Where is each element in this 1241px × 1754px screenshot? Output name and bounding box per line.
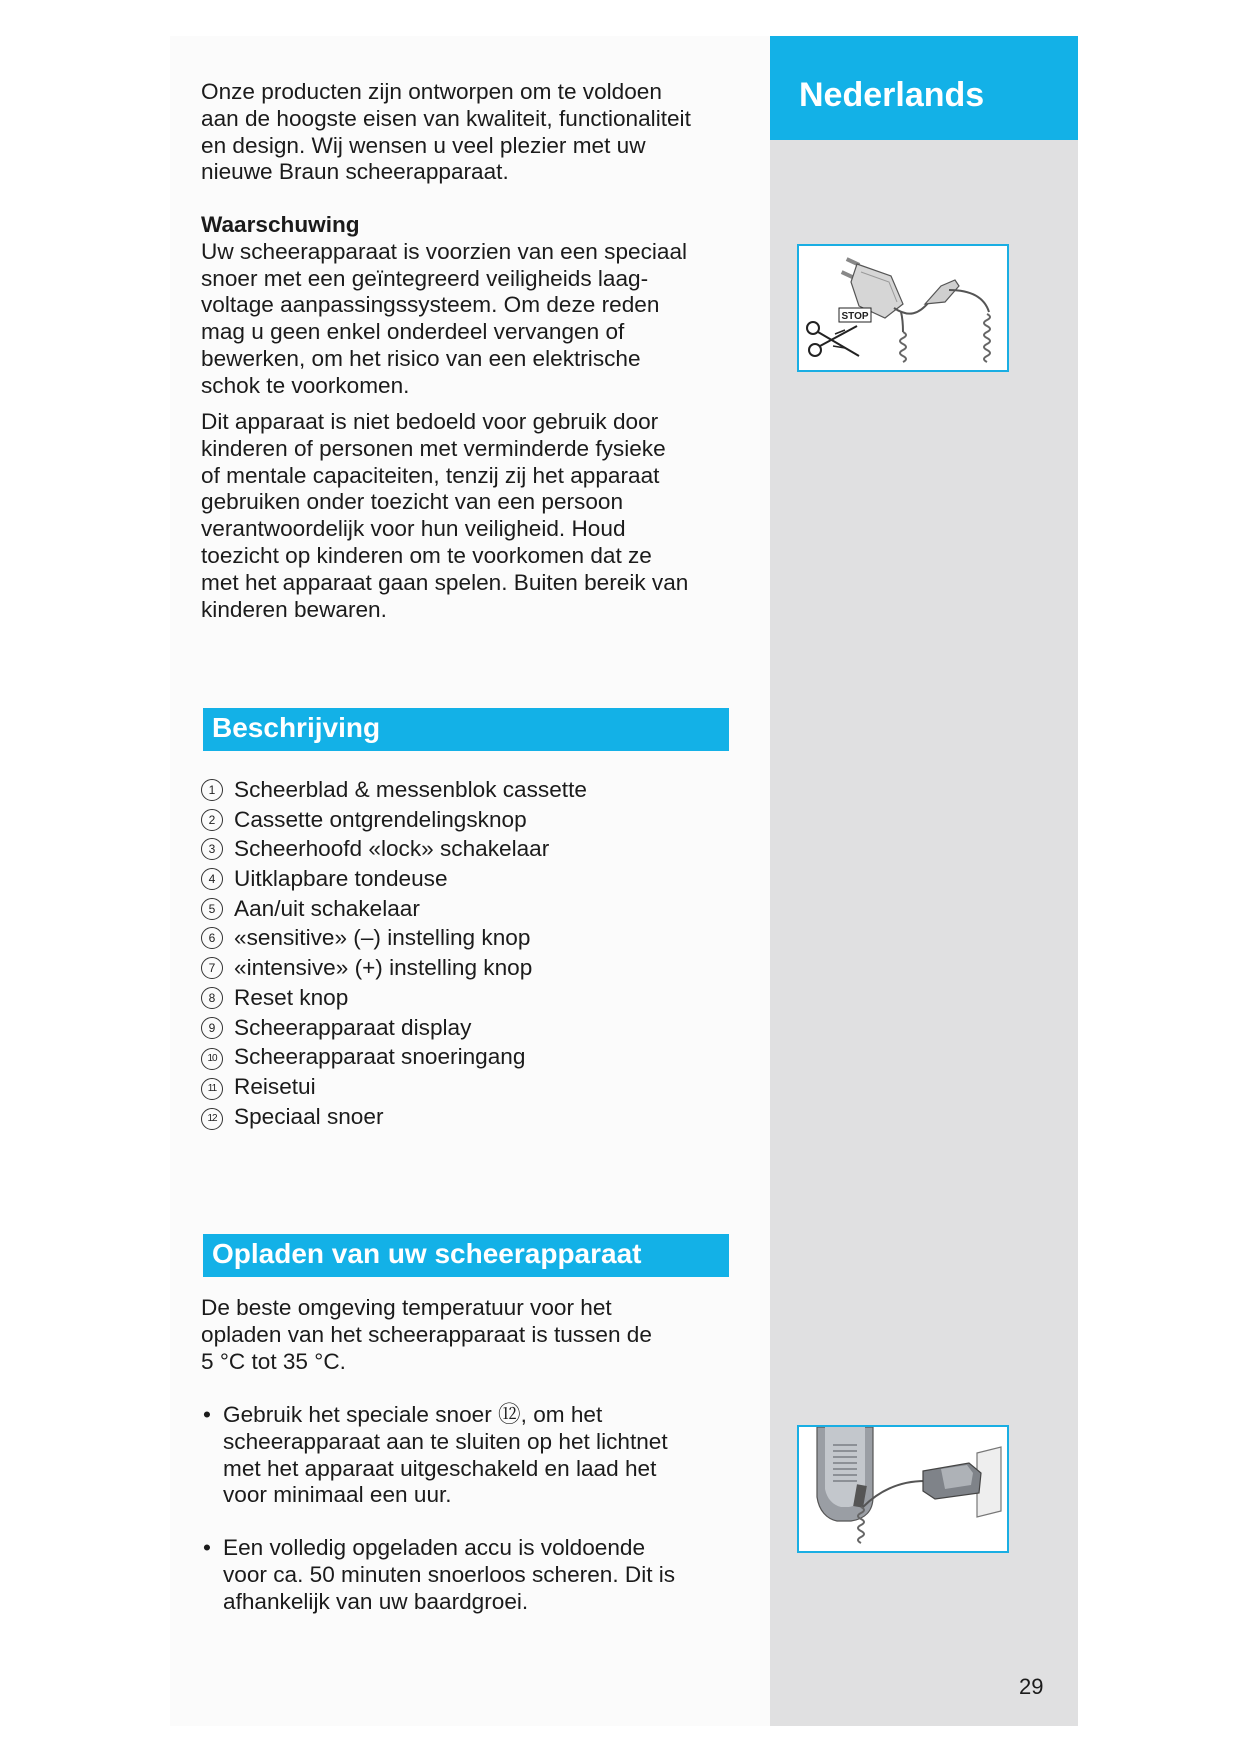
item-number: 10	[201, 1048, 223, 1070]
warning-heading: Waarschuwing	[201, 212, 360, 237]
warning-line: schok te voorkomen.	[201, 372, 410, 398]
safety-paragraph	[201, 409, 688, 623]
item-number: 2	[201, 809, 223, 831]
cord-warning-illustration	[797, 244, 1009, 372]
warning-line: snoer met een geïntegreerd veiligheids laag-	[201, 265, 649, 291]
page-number: 29	[1019, 1674, 1044, 1699]
bullet-line: voor minimaal een uur.	[223, 1482, 452, 1508]
charging-illustration	[797, 1425, 1009, 1553]
item-label: Reset knop	[234, 984, 349, 1010]
item-number: 5	[201, 898, 223, 920]
charging-line: opladen van het scheerapparaat is tussen de	[201, 1321, 652, 1347]
bullet-line: Een volledig opgeladen accu is voldoende	[223, 1535, 646, 1560]
item-number: 12	[201, 1108, 223, 1130]
list-item	[201, 865, 587, 895]
item-label: Scheerhoofd «lock» schakelaar	[234, 836, 550, 862]
list-item	[201, 924, 587, 954]
item-label: «intensive» (+) instelling knop	[234, 955, 533, 981]
item-label: Reisetui	[234, 1073, 316, 1099]
item-label: «sensitive» (–) instelling knop	[234, 925, 531, 951]
scissors-icon	[807, 322, 859, 356]
list-item	[201, 984, 587, 1014]
bullet-line: Gebruik het speciale snoer ⑫, om het	[223, 1402, 603, 1427]
parts-list	[201, 776, 587, 1132]
description-heading: Beschrijving	[203, 708, 729, 751]
item-number: 7	[201, 957, 223, 979]
intro-line: aan de hoogste eisen van kwaliteit, functionaliteit	[201, 105, 691, 131]
charging-paragraph	[201, 1295, 652, 1375]
list-item	[201, 1073, 587, 1103]
intro-line: Onze producten zijn ontworpen om te voldoen	[201, 79, 662, 104]
list-item	[201, 806, 587, 836]
safety-line: toezicht op kinderen om te voorkomen dat ze	[201, 542, 652, 568]
safety-line: gebruiken onder toezicht van een persoon	[201, 489, 624, 515]
stop-sign-label: STOP	[841, 311, 869, 322]
item-number: 4	[201, 868, 223, 890]
item-label: Scheerapparaat display	[234, 1014, 472, 1040]
list-item	[201, 1043, 587, 1073]
item-label: Aan/uit schakelaar	[234, 895, 420, 921]
item-number: 6	[201, 927, 223, 949]
item-label: Scheerapparaat snoeringang	[234, 1044, 526, 1070]
intro-paragraph	[201, 79, 691, 186]
charging-bullet-2	[203, 1535, 743, 1615]
safety-line: met het apparaat gaan spelen. Buiten bereik van	[201, 569, 689, 595]
item-number: 11	[201, 1078, 223, 1100]
bullet-line: met het apparaat uitgeschakeld en laad het	[223, 1455, 657, 1481]
safety-line: of mentale capaciteiten, tenzij zij het apparaat	[201, 462, 660, 488]
charging-line: 5 °C tot 35 °C.	[201, 1348, 346, 1374]
item-number: 3	[201, 838, 223, 860]
item-label: Scheerblad & messenblok cassette	[234, 777, 587, 802]
language-banner: Nederlands	[770, 36, 1078, 140]
warning-line: voltage aanpassingssysteem. Om deze reden	[201, 292, 660, 318]
list-item	[201, 895, 587, 925]
warning-section	[201, 212, 687, 400]
bullet-line: afhankelijk van uw baardgroei.	[223, 1588, 529, 1614]
bullet-dot: •	[203, 1535, 211, 1560]
warning-line: bewerken, om het risico van een elektrische	[201, 345, 641, 371]
list-item	[201, 954, 587, 984]
item-number: 1	[201, 779, 223, 801]
bullet-dot: •	[203, 1402, 211, 1427]
bullet-line: voor ca. 50 minuten snoerloos scheren. Dit is	[223, 1561, 676, 1587]
bullet-line: scheerapparaat aan te sluiten op het lichtnet	[223, 1428, 668, 1454]
list-item	[201, 835, 587, 865]
item-number: 9	[201, 1017, 223, 1039]
charging-heading: Opladen van uw scheerapparaat	[203, 1234, 729, 1277]
warning-line: Uw scheerapparaat is voorzien van een speciaal	[201, 238, 688, 264]
warning-line: mag u geen enkel onderdeel vervangen of	[201, 319, 625, 345]
item-label: Speciaal snoer	[234, 1103, 384, 1129]
plug-and-cord-icon	[799, 246, 1007, 370]
list-item	[201, 1014, 587, 1044]
intro-line: nieuwe Braun scheerapparaat.	[201, 159, 509, 185]
intro-line: en design. Wij wensen u veel plezier met uw	[201, 132, 646, 158]
list-item	[201, 776, 587, 806]
shaver-plugged-in-icon	[799, 1427, 1007, 1551]
list-item	[201, 1103, 587, 1133]
charging-bullet-1	[203, 1402, 743, 1509]
safety-line: verantwoordelijk voor hun veiligheid. Houd	[201, 516, 626, 542]
safety-line: kinderen of personen met verminderde fysieke	[201, 435, 666, 461]
charging-line: De beste omgeving temperatuur voor het	[201, 1295, 612, 1320]
safety-line: kinderen bewaren.	[201, 596, 387, 622]
safety-line: Dit apparaat is niet bedoeld voor gebruik door	[201, 409, 659, 434]
item-number: 8	[201, 987, 223, 1009]
item-label: Uitklapbare tondeuse	[234, 866, 448, 892]
item-label: Cassette ontgrendelingsknop	[234, 806, 527, 832]
